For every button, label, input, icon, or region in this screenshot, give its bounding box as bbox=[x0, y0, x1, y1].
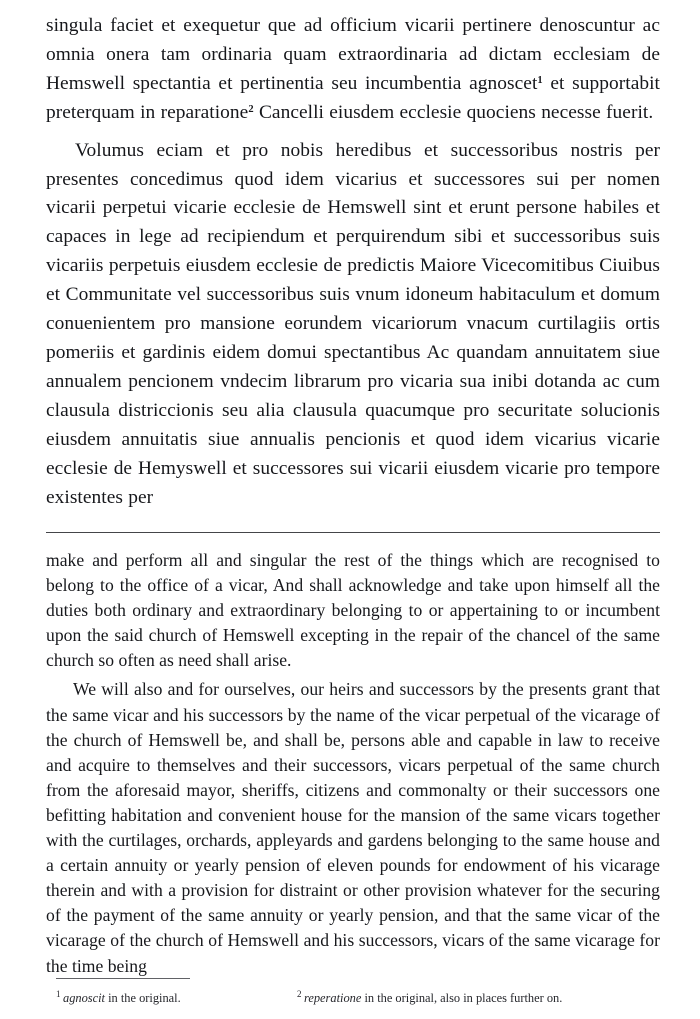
footnote-1 bbox=[56, 986, 181, 1006]
english-paragraph-2: We will also and for ourselves, our heirs and successors by the presents grant that the same vicar and his successors by the name of the vicar perpetual of the vicarage of the church of Hemswell be, and shall be, persons able and capable in law to receive and acquire to themselves and their successors, vicars perpetual of the same church from the aforesaid mayor, sheriffs, citizens and commonalty or their successors one befitting habitation and convenient house for the mansion of the same vicars together with the curtilages, orchards, appleyards and gardens belonging to the same house and a certain annuity or yearly pension of eleven pounds for endowment of his vicarage therein and with a provision for distraint or other provision whatever for the securing of the payment of the same annuity or yearly pension, and that the same vicar of the vicarage of the church of Hemswell and his successors, vicars of the same vicarage for the time being bbox=[46, 679, 660, 976]
latin-paragraph-2: Volumus eciam et pro nobis heredibus et successoribus nostris per presentes concedimus quod idem vicarius et successores sui per nomen vicarii perpetui vicarie ecclesie de Hemswell sint et erunt persone habiles et capaces in lege ad recipiendum et perquirendum sibi et successoribus suis vicariis perpetuis eiusdem ecclesie de predictis Maiore Vicecomitibus Ciuibus et Communitate vel successoribus suis vnum idoneum habitaculum et domum conuenientem pro mansione eorundem vicariorum vnacum curtilagiis ortis pomeriis et gardinis eidem domui spectantibus Ac quandam annuitatem siue annualem pencionem vndecim librarum pro vicaria sua inibi dotanda ac cum clausula districcionis seu alia clausula quacumque pro securitate solucionis eiusdem annuitatis siue annualis pencionis et quod idem vicarius vicarie ecclesie de Hemyswell et successores sui vicarii eiusdem vicarie pro tempore existentes per bbox=[46, 139, 660, 508]
footnote-separator-rule bbox=[56, 978, 190, 979]
footnote-1-italic-word: agnoscit bbox=[63, 991, 105, 1005]
latin-paragraph-1-text-a: singula faciet et exequetur que ad officium vicarii pertinere denoscuntur ac omnia onera tam ordinaria quam extraordinaria ad dictam ecclesiam de Hemswell spectantia et pertinentia seu incumbentia agnoscet bbox=[46, 15, 660, 94]
latin-paragraph-1 bbox=[46, 12, 660, 128]
english-translation-section bbox=[46, 548, 660, 979]
footnote-2-marker: 2 bbox=[297, 989, 302, 999]
footnote-2-text: in the original, also in places further on. bbox=[361, 991, 563, 1005]
footnote-1-marker: 1 bbox=[56, 989, 61, 999]
footnote-2 bbox=[297, 986, 562, 1006]
footnote-marker-2-inline[interactable]: 2 bbox=[248, 103, 254, 115]
footnote-marker-1-inline[interactable]: 1 bbox=[537, 74, 543, 86]
footnote-1-text: in the original. bbox=[105, 991, 181, 1005]
latin-paragraph-1-text-c: Cancelli eiusdem ecclesie quociens necesse fuerit. bbox=[253, 101, 654, 123]
section-divider-rule bbox=[46, 532, 660, 533]
footnote-2-italic-word: reperatione bbox=[304, 991, 362, 1005]
latin-transcription-section bbox=[46, 12, 660, 512]
english-paragraph-1: make and perform all and singular the rest of the things which are recognised to belong to the office of a vicar, And shall acknowledge and take upon himself all the duties both ordinary and extraordinary belonging to or appertaining to or incumbent upon the said church of Hemswell excepting in the repair of the chancel of the same church so often as need shall arise. bbox=[46, 550, 660, 671]
latin-paragraph-1-text-b: et supportabit preterquam in reparatione bbox=[46, 72, 660, 123]
